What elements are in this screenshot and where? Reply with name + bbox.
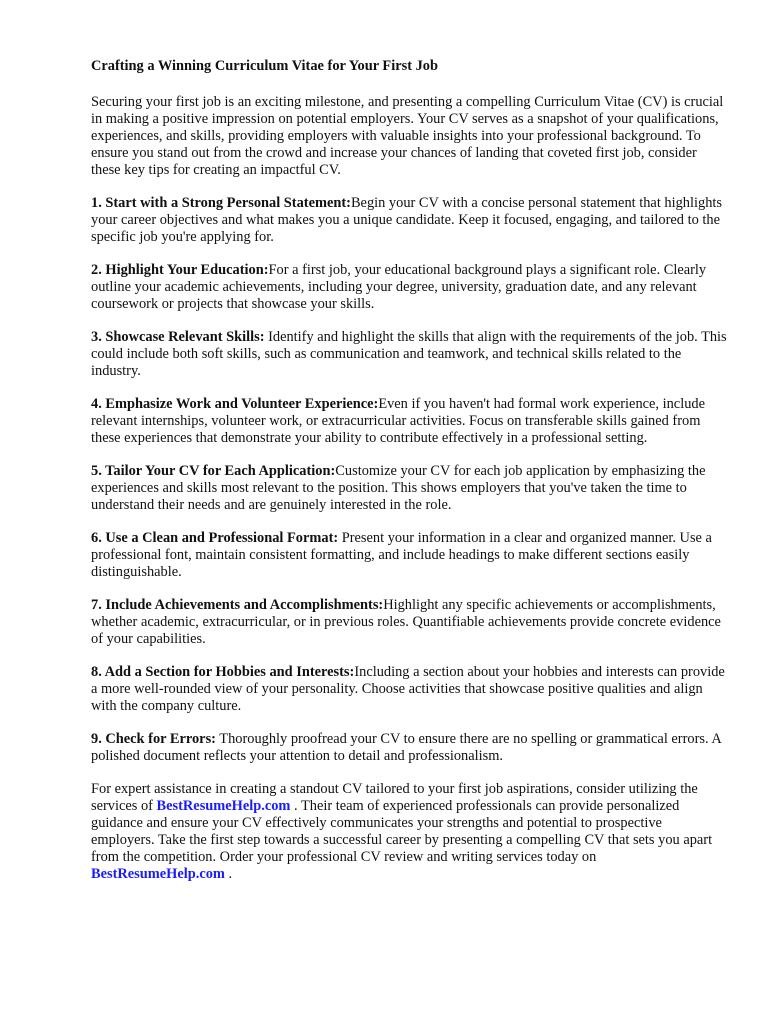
tip-5-heading: 5. Tailor Your CV for Each Application:	[91, 463, 336, 479]
tip-8-body: Including a section about your hobbies and interests can provide a more well-rounded view of your personality. Choose activities that showcase positive qualities and align with the company culture.	[91, 664, 725, 714]
tip-3-body: Identify and highlight the skills that align with the requirements of the job. This could include both soft skills, such as communication and teamwork, and technical skills related to the industry.	[91, 329, 727, 379]
tip-6	[91, 530, 727, 581]
tip-1	[91, 195, 727, 246]
tip-4	[91, 396, 727, 447]
bestresumehelp-link-2[interactable]: BestResumeHelp.com	[91, 866, 225, 882]
intro-paragraph: Securing your first job is an exciting milestone, and presenting a compelling Curriculum Vitae (CV) is crucial in making a positive impression on potential employers. Your CV serves as a snapshot of your qualifications, experiences, and skills, providing employers with valuable insights into your professional background. To ensure you stand out from the crowd and increase your chances of landing that coveted first job, consider these key tips for creating an impactful CV.	[91, 94, 724, 178]
tip-6-heading: 6. Use a Clean and Professional Format:	[91, 530, 339, 546]
tip-7-body: Highlight any specific achievements or accomplishments, whether academic, extracurricular, or in previous roles. Quantifiable achievements provide concrete evidence of your capabilities.	[91, 597, 721, 647]
document-title: Crafting a Winning Curriculum Vitae for Your First Job	[91, 58, 438, 74]
tip-9	[91, 731, 727, 765]
tip-2	[91, 262, 727, 313]
tip-5-body: Customize your CV for each job application by emphasizing the experiences and skills most relevant to the position. This shows employers that you've taken the time to understand their needs and are genuinely interested in the role.	[91, 463, 706, 513]
tip-2-heading: 2. Highlight Your Education:	[91, 262, 269, 278]
tip-7-heading: 7. Include Achievements and Accomplishments:	[91, 597, 384, 613]
tip-3-heading: 3. Showcase Relevant Skills:	[91, 329, 265, 345]
tip-9-body: Thoroughly proofread your CV to ensure there are no spelling or grammatical errors. A polished document reflects your attention to detail and professionalism.	[91, 731, 721, 764]
tip-6-body: Present your information in a clear and organized manner. Use a professional font, maintain consistent formatting, and include headings to make different sections easily distinguishable.	[91, 530, 712, 580]
tip-1-heading: 1. Start with a Strong Personal Statement:	[91, 195, 351, 211]
tip-3	[91, 329, 727, 380]
closing-text-1: For expert assistance in creating a standout CV tailored to your first job aspirations, consider utilizing the services of	[91, 781, 698, 814]
tip-4-heading: 4. Emphasize Work and Volunteer Experience:	[91, 396, 379, 412]
tip-1-body: Begin your CV with a concise personal statement that highlights your career objectives and what makes you a unique candidate. Keep it focused, engaging, and tailored to the specific job you're applying for.	[91, 195, 722, 245]
tip-9-heading: 9. Check for Errors:	[91, 731, 216, 747]
tip-4-body: Even if you haven't had formal work experience, include relevant internships, volunteer work, or extracurricular activities. Focus on transferable skills gained from these experiences that demonstrate your ability to contribute effectively in a professional setting.	[91, 396, 705, 446]
tip-8-heading: 8. Add a Section for Hobbies and Interests:	[91, 664, 355, 680]
bestresumehelp-link-1[interactable]: BestResumeHelp.com	[156, 798, 291, 814]
closing-text-3: .	[224, 866, 233, 882]
tip-2-body: For a first job, your educational background plays a significant role. Clearly outline your academic achievements, including your degree, university, graduation date, and any relevant coursework or projects that showcase your skills.	[91, 262, 707, 312]
tip-8	[91, 664, 727, 715]
tip-7	[91, 597, 727, 648]
closing-paragraph	[91, 781, 727, 883]
tip-5	[91, 463, 727, 514]
document-page	[91, 58, 727, 899]
closing-text-2: . Their team of experienced professionals can provide personalized guidance and ensure your CV effectively communicates your strengths and potential to prospective employers. Take the first step towards a successful career by presenting a compelling CV that sets you apart from the competition. Order your professional CV review and writing services today on	[91, 798, 713, 865]
